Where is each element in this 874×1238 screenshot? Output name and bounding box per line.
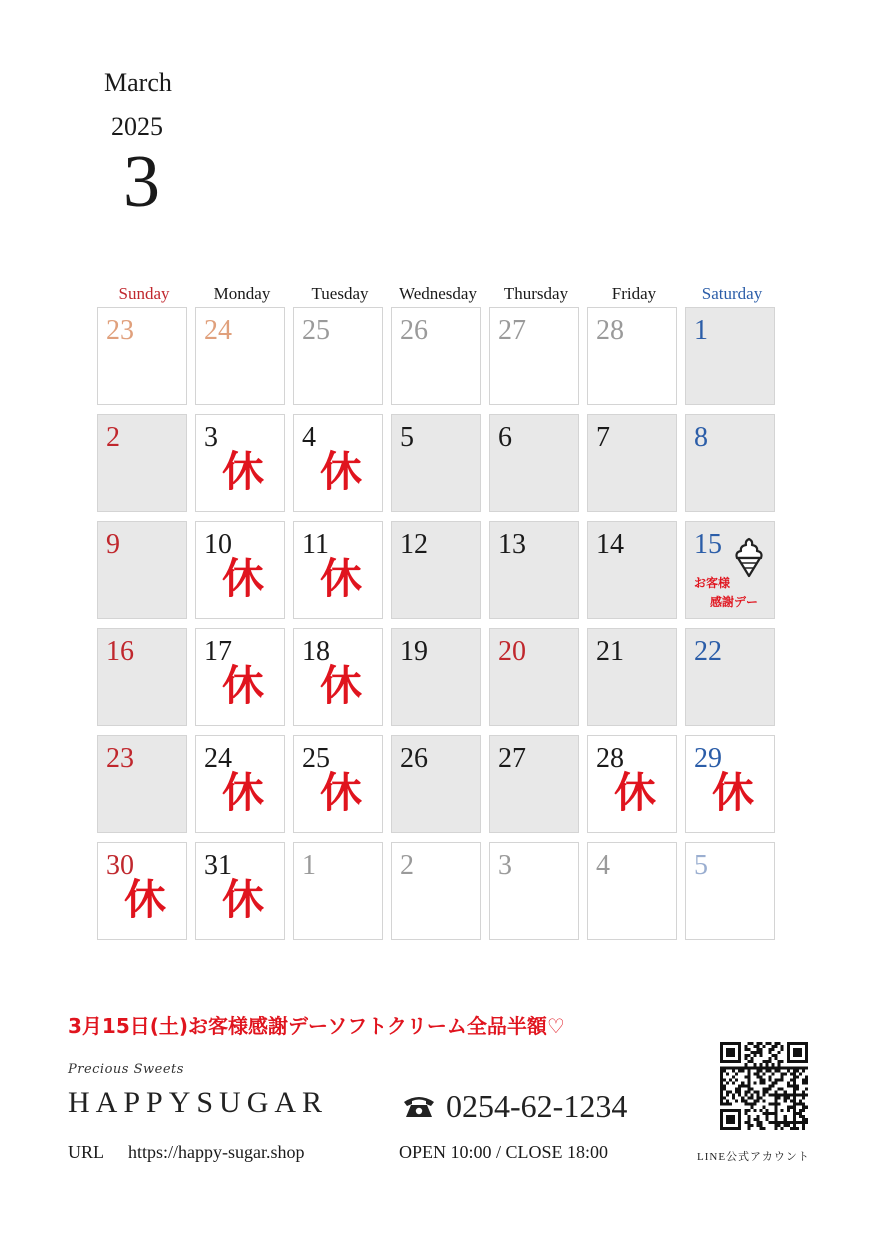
day-number: 23 xyxy=(106,315,134,346)
day-number: 31 xyxy=(204,850,232,881)
day-number: 19 xyxy=(400,636,428,667)
day-number: 14 xyxy=(596,529,624,560)
closed-day-mark: 休 xyxy=(222,768,265,817)
day-number: 5 xyxy=(400,422,414,453)
event-note-line2: 感謝デー xyxy=(710,594,759,609)
closed-day-mark: 休 xyxy=(320,768,363,817)
closed-day-mark: 休 xyxy=(222,447,265,496)
day-cell xyxy=(391,307,481,405)
day-cell xyxy=(587,521,677,619)
day-cell xyxy=(587,414,677,512)
day-cell xyxy=(195,521,285,619)
weekday-sunday: Sunday xyxy=(118,284,170,303)
day-number: 22 xyxy=(694,636,722,667)
day-number: 11 xyxy=(302,529,329,560)
day-number: 3 xyxy=(204,422,218,453)
day-cell xyxy=(97,735,187,833)
closed-day-mark: 休 xyxy=(124,875,167,924)
day-cell xyxy=(587,735,677,833)
day-number: 4 xyxy=(302,422,316,453)
weekday-header-row xyxy=(97,284,783,306)
day-cell xyxy=(587,842,677,940)
day-cell xyxy=(587,307,677,405)
weekday-wednesday: Wednesday xyxy=(399,284,477,303)
day-cell xyxy=(97,307,187,405)
shop-tagline: Precious Sweets xyxy=(68,1062,184,1077)
month-name: March xyxy=(104,68,172,97)
closed-day-mark: 休 xyxy=(712,768,755,817)
day-cell xyxy=(293,842,383,940)
day-cell xyxy=(97,842,187,940)
day-cell xyxy=(489,521,579,619)
closed-day-mark: 休 xyxy=(320,447,363,496)
event-notice: 3月15日(土)お客様感謝デーソフトクリーム全品半額♡ xyxy=(68,1014,565,1038)
day-cell xyxy=(391,842,481,940)
day-cell xyxy=(293,414,383,512)
day-cell xyxy=(391,414,481,512)
business-hours: OPEN 10:00 / CLOSE 18:00 xyxy=(399,1142,609,1162)
day-cell xyxy=(489,628,579,726)
closed-day-mark: 休 xyxy=(222,875,265,924)
soft-serve-icon xyxy=(732,536,766,578)
weekday-saturday: Saturday xyxy=(701,284,763,303)
day-number: 29 xyxy=(694,743,722,774)
qr-code-icon[interactable] xyxy=(720,1038,808,1134)
day-number: 3 xyxy=(498,850,512,881)
day-number: 2 xyxy=(400,850,414,881)
day-number: 7 xyxy=(596,422,610,453)
day-cell xyxy=(685,628,775,726)
shop-url-link[interactable]: https://happy-sugar.shop xyxy=(128,1142,305,1162)
closed-day-mark: 休 xyxy=(320,554,363,603)
day-cell xyxy=(97,521,187,619)
day-number: 24 xyxy=(204,315,232,346)
day-cell xyxy=(97,414,187,512)
day-number: 26 xyxy=(400,315,428,346)
day-number: 23 xyxy=(106,743,134,774)
day-cell xyxy=(489,307,579,405)
day-number: 8 xyxy=(694,422,708,453)
line-account-caption: LINE公式アカウント xyxy=(697,1151,810,1163)
telephone-icon xyxy=(402,1093,436,1119)
day-cell xyxy=(685,842,775,940)
day-number: 17 xyxy=(204,636,232,667)
day-cell xyxy=(685,307,775,405)
day-number: 13 xyxy=(498,529,526,560)
event-note xyxy=(694,574,758,611)
shop-name: HAPPYSUGAR xyxy=(68,1086,329,1119)
day-cell xyxy=(97,628,187,726)
day-cell xyxy=(685,735,775,833)
day-cell xyxy=(293,521,383,619)
closed-day-mark: 休 xyxy=(614,768,657,817)
phone-number: 0254-62-1234 xyxy=(446,1088,628,1124)
day-number: 27 xyxy=(498,743,526,774)
day-number: 12 xyxy=(400,529,428,560)
closed-day-mark: 休 xyxy=(222,661,265,710)
day-cell xyxy=(587,628,677,726)
weekday-monday: Monday xyxy=(213,284,271,303)
day-cell xyxy=(391,521,481,619)
day-number: 5 xyxy=(694,850,708,881)
day-cell xyxy=(293,735,383,833)
url-label: URL xyxy=(68,1142,104,1162)
day-number: 1 xyxy=(694,315,708,346)
day-cell xyxy=(489,414,579,512)
day-cell xyxy=(685,414,775,512)
day-number: 16 xyxy=(106,636,134,667)
day-cell xyxy=(195,307,285,405)
day-cell xyxy=(391,735,481,833)
day-number: 28 xyxy=(596,315,624,346)
day-number: 4 xyxy=(596,850,610,881)
day-number: 9 xyxy=(106,529,120,560)
day-cell xyxy=(489,735,579,833)
day-number: 1 xyxy=(302,850,316,881)
day-number: 6 xyxy=(498,422,512,453)
closed-day-mark: 休 xyxy=(222,554,265,603)
year: 2025 xyxy=(111,112,163,141)
day-cell xyxy=(391,628,481,726)
day-cell xyxy=(195,414,285,512)
day-cell xyxy=(293,307,383,405)
day-number: 26 xyxy=(400,743,428,774)
weekday-tuesday: Tuesday xyxy=(311,284,369,303)
closed-day-mark: 休 xyxy=(320,661,363,710)
day-number: 20 xyxy=(498,636,526,667)
day-cell xyxy=(489,842,579,940)
day-cell xyxy=(685,521,775,619)
day-number: 15 xyxy=(694,529,722,560)
day-number: 21 xyxy=(596,636,624,667)
day-number: 24 xyxy=(204,743,232,774)
day-number: 2 xyxy=(106,422,120,453)
day-number: 28 xyxy=(596,743,624,774)
event-note-line1: お客様 xyxy=(694,576,731,590)
weekday-friday: Friday xyxy=(611,284,657,303)
day-number: 30 xyxy=(106,850,134,881)
weekday-thursday: Thursday xyxy=(503,284,569,303)
day-number: 18 xyxy=(302,636,330,667)
day-cell xyxy=(195,628,285,726)
calendar-grid xyxy=(97,307,783,947)
day-number: 27 xyxy=(498,315,526,346)
day-number: 10 xyxy=(204,529,232,560)
day-number: 25 xyxy=(302,743,330,774)
day-cell xyxy=(293,628,383,726)
day-cell xyxy=(195,842,285,940)
month-number: 3 xyxy=(123,141,160,223)
day-number: 25 xyxy=(302,315,330,346)
day-cell xyxy=(195,735,285,833)
